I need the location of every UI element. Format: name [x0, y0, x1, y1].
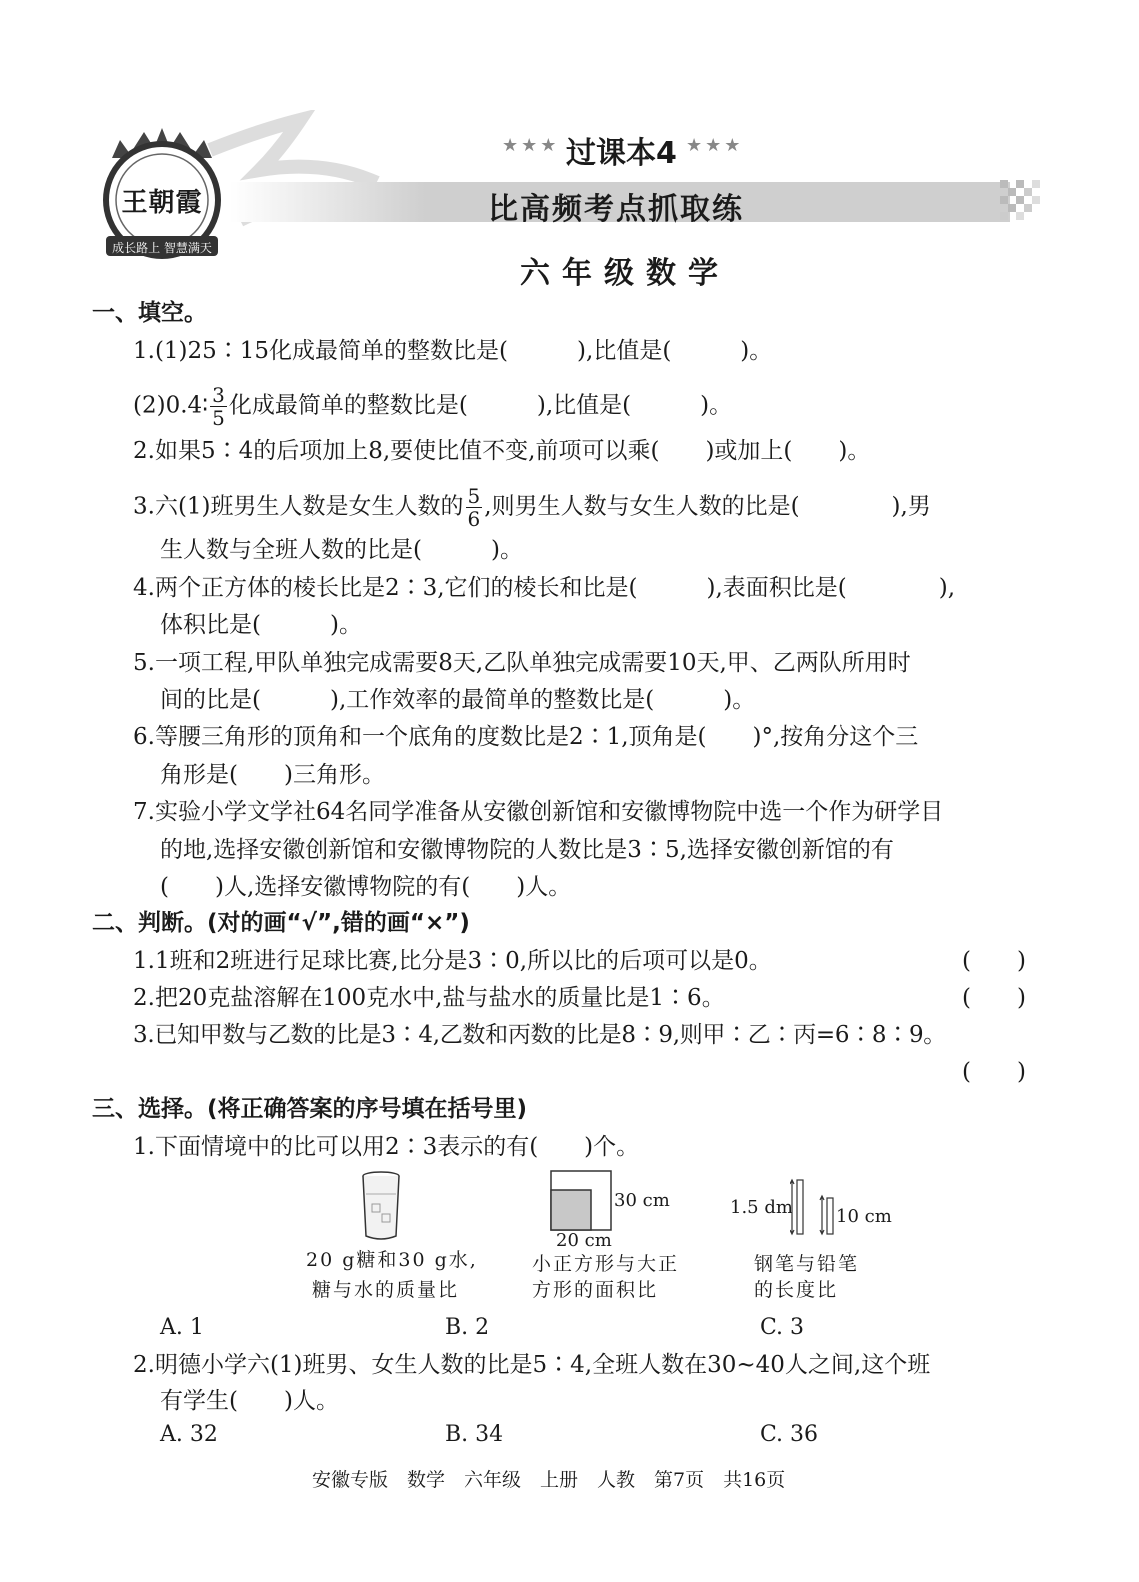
- s1-q5-line2: 间的比是( ),工作效率的最简单的整数比是( )。: [160, 687, 756, 713]
- s2-q2-answer-paren[interactable]: ( ): [962, 985, 1026, 1011]
- checker-pattern-icon: [1000, 180, 1040, 224]
- squares-figure-icon: [550, 1170, 614, 1232]
- s1-q3-frac-den: 6: [467, 507, 481, 531]
- series-title: 过课本4: [566, 136, 677, 171]
- water-glass-icon: [358, 1170, 404, 1242]
- s3-q1-option-c[interactable]: C. 3: [760, 1315, 805, 1340]
- s1-q4-line1: 4.两个正方体的棱长比是2∶3,它们的棱长和比是( ),表面积比是( ),: [133, 575, 956, 601]
- logo-banner: 成长路上 智慧满天: [112, 241, 212, 255]
- fig2-caption-2: 方形的面积比: [532, 1279, 659, 1301]
- pen-pencil-icon: [790, 1176, 838, 1238]
- s1-q3-pre: 3.六(1)班男生人数是女生人数的: [133, 493, 464, 520]
- s1-q1b-post: 化成最简单的整数比是( ),比值是( )。: [228, 392, 733, 419]
- fig2-label-side: 30 cm: [614, 1190, 670, 1211]
- s1-q3-fraction: [466, 485, 483, 530]
- s3-q2-line2: 有学生( )人。: [160, 1388, 339, 1414]
- s3-q2-line1: 2.明德小学六(1)班男、女生人数的比是5∶4,全班人数在30~40人之间,这个班: [133, 1352, 931, 1378]
- s1-q5-line1: 5.一项工程,甲队单独完成需要8天,乙队单独完成需要10天,甲、乙两队所用时: [133, 650, 911, 676]
- s1-q1b-frac-num: 3: [212, 383, 225, 407]
- s1-q1b-fraction: [210, 384, 227, 429]
- section1-title: 一、填空。: [92, 300, 207, 326]
- s1-q3-frac-num: 5: [467, 484, 481, 508]
- s1-q3: [133, 485, 931, 530]
- s3-q2-option-c[interactable]: C. 36: [760, 1422, 819, 1447]
- s1-q4-line2: 体积比是( )。: [160, 612, 362, 638]
- s2-q2: 2.把20克盐溶解在100克水中,盐与盐水的质量比是1∶6。: [133, 985, 725, 1011]
- s1-q3-line2: 生人数与全班人数的比是( )。: [160, 537, 523, 563]
- section2-title: 二、判断。(对的画“√”,错的画“×”): [92, 910, 470, 936]
- s3-q1-option-b[interactable]: B. 2: [445, 1315, 490, 1340]
- fig2-caption-1: 小正方形与大正: [532, 1253, 680, 1275]
- s1-q3-post: ,则男生人数与女生人数的比是( ),男: [484, 493, 931, 520]
- fig1-caption-2: 糖与水的质量比: [312, 1279, 460, 1301]
- stars-right-icon: ★★★: [686, 135, 744, 156]
- fig3-label-pencil: 10 cm: [836, 1206, 892, 1227]
- s3-q1-option-a[interactable]: A. 1: [160, 1315, 204, 1340]
- s2-q3: 3.已知甲数与乙数的比是3∶4,乙数和丙数的比是8∶9,则甲∶乙∶丙=6∶8∶9。: [133, 1022, 946, 1048]
- s1-q1a: 1.(1)25∶15化成最简单的整数比是( ),比值是( )。: [133, 338, 773, 364]
- fig3-caption-1: 钢笔与铅笔: [754, 1253, 860, 1275]
- fig1-caption-1: 20 g糖和30 g水,: [306, 1249, 478, 1271]
- page-footer: 安徽专版 数学 六年级 上册 人教 第7页 共16页: [312, 1469, 786, 1491]
- banner-title: 比高频考点抓取练: [488, 192, 744, 227]
- fig2-label-bottom: 20 cm: [556, 1230, 612, 1251]
- s3-q2-option-b[interactable]: B. 34: [445, 1422, 504, 1447]
- s2-q3-answer-paren[interactable]: ( ): [962, 1059, 1026, 1085]
- s1-q6-line1: 6.等腰三角形的顶角和一个底角的度数比是2∶1,顶角是( )°,按角分这个三: [133, 724, 919, 750]
- s2-q1: 1.1班和2班进行足球比赛,比分是3∶0,所以比的后项可以是0。: [133, 948, 772, 974]
- subject-title: 六年级数学: [520, 256, 730, 291]
- s1-q6-line2: 角形是( )三角形。: [160, 762, 385, 788]
- s1-q1b-pre: (2)0.4∶: [133, 392, 209, 419]
- s3-q2-option-a[interactable]: A. 32: [160, 1422, 218, 1447]
- s1-q7-line1: 7.实验小学文学社64名同学准备从安徽创新馆和安徽博物院中选一个作为研学目: [133, 799, 944, 825]
- fig3-caption-2: 的长度比: [754, 1279, 839, 1301]
- s1-q1b: [133, 384, 732, 429]
- stars-left-icon: ★★★: [502, 135, 560, 156]
- s1-q2: 2.如果5∶4的后项加上8,要使比值不变,前项可以乘( )或加上( )。: [133, 438, 871, 464]
- s2-q1-answer-paren[interactable]: ( ): [962, 948, 1026, 974]
- fig3-label-pen: 1.5 dm: [730, 1197, 793, 1218]
- section3-title: 三、选择。(将正确答案的序号填在括号里): [92, 1096, 528, 1122]
- s1-q7-line3: ( )人,选择安徽博物院的有( )人。: [160, 874, 572, 900]
- logo-text: 王朝霞: [121, 188, 203, 218]
- s1-q1b-frac-den: 5: [212, 406, 225, 430]
- s1-q7-line2: 的地,选择安徽创新馆和安徽博物院的人数比是3∶5,选择安徽创新馆的有: [160, 837, 894, 863]
- s3-q1: 1.下面情境中的比可以用2∶3表示的有( )个。: [133, 1134, 640, 1160]
